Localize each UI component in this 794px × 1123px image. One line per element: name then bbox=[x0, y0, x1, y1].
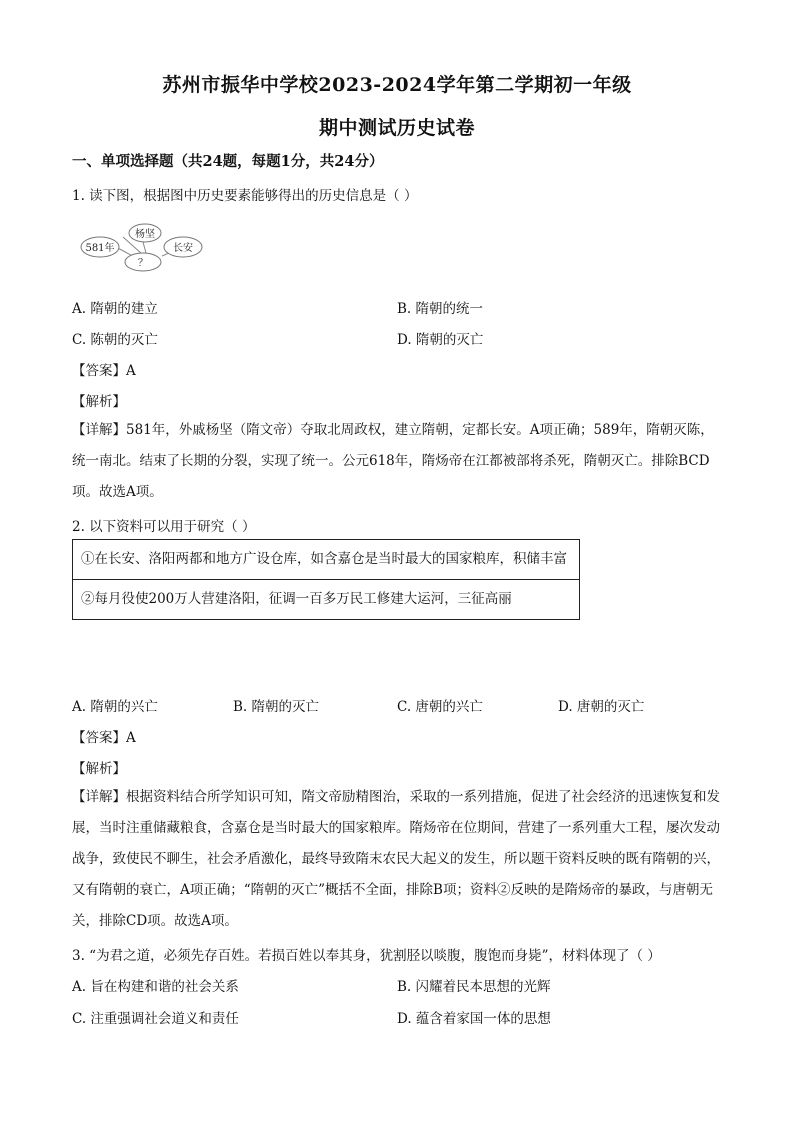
q2-analysis-label: 【解析】 bbox=[72, 761, 126, 777]
section-heading: 一、单项选择题（共24题，每题1分，共24分） bbox=[72, 153, 384, 170]
q3-option-c[interactable]: C. 注重强调社会道义和责任 bbox=[72, 1011, 239, 1027]
q1-option-a[interactable]: A. 隋朝的建立 bbox=[72, 301, 158, 317]
q1-option-d[interactable]: D. 隋朝的灭亡 bbox=[397, 332, 484, 348]
q1-option-b[interactable]: B. 隋朝的统一 bbox=[397, 301, 484, 317]
q3-stem: 3. “为君之道，必须先存百姓。若损百姓以奉其身，犹割胫以啖腹，腹饱而身毙”，材料体现了（ ） bbox=[72, 948, 661, 964]
q2-source-table bbox=[72, 539, 580, 620]
diagram-label-person: 杨坚 bbox=[135, 229, 155, 240]
q1-option-c[interactable]: C. 陈朝的灭亡 bbox=[72, 332, 158, 348]
exam-title-line-2: 期中测试历史试卷 bbox=[318, 117, 475, 139]
exam-title-line-1: 苏州市振华中学校2023-2024学年第二学期初一年级 bbox=[162, 74, 632, 96]
q3-option-a[interactable]: A. 旨在构建和谐的社会关系 bbox=[72, 979, 239, 995]
q2-source-row-2: ②每月役使200万人营建洛阳，征调一百多万民工修建大运河，三征高丽 bbox=[73, 579, 579, 619]
q2-option-a[interactable]: A. 隋朝的兴亡 bbox=[72, 699, 158, 715]
q1-stem: 1. 读下图，根据图中历史要素能够得出的历史信息是（ ） bbox=[72, 188, 418, 204]
q2-option-d[interactable]: D. 唐朝的灭亡 bbox=[558, 699, 645, 715]
diagram-label-year: 581年 bbox=[85, 243, 115, 254]
q1-diagram bbox=[78, 220, 208, 274]
q2-answer: 【答案】A bbox=[72, 730, 136, 746]
q2-option-b[interactable]: B. 隋朝的灭亡 bbox=[233, 699, 320, 715]
q1-detail: 【详解】581年，外戚杨坚（隋文帝）夺取北周政权，建立隋朝，定都长安。A项正确；589年，隋朝灭陈，统一南北。结束了长期的分裂，实现了统一。公元618年，隋炀帝在江都被部将杀死，隋朝灭亡。排除BCD项。故选A项。 bbox=[72, 422, 714, 500]
q1-answer: 【答案】A bbox=[72, 363, 136, 379]
q2-option-c[interactable]: C. 唐朝的兴亡 bbox=[397, 699, 483, 715]
diagram-label-place: 长安 bbox=[173, 243, 193, 254]
q3-option-d[interactable]: D. 蕴含着家国一体的思想 bbox=[397, 1011, 551, 1027]
diagram-label-unknown: ？ bbox=[138, 258, 148, 269]
q1-analysis-label: 【解析】 bbox=[72, 394, 126, 410]
q2-stem: 2. 以下资料可以用于研究（ ） bbox=[72, 519, 256, 535]
q2-source-row-1: ①在长安、洛阳两都和地方广设仓库，如含嘉仓是当时最大的国家粮库，积储丰富 bbox=[81, 551, 567, 567]
q2-detail: 【详解】根据资料结合所学知识可知，隋文帝励精图治，采取的一系列措施，促进了社会经济的迅速恢复和发展，当时注重储藏粮食，含嘉仓是当时最大的国家粮库。隋炀帝在位期间，营建了一系列重大工程，屡次发动战争，致使民不聊生，社会矛盾激化，最终导致隋末农民大起义的发生，所以题干资料反映的既有隋朝的兴，又有隋朝的衰亡，A项正确；“隋朝的灭亡”概括不全面，排除B项；资料②反映的是隋炀帝的暴政，与唐朝无关，排除CD项。故选A项。 bbox=[72, 789, 720, 929]
q3-option-b[interactable]: B. 闪耀着民本思想的光辉 bbox=[397, 979, 551, 995]
